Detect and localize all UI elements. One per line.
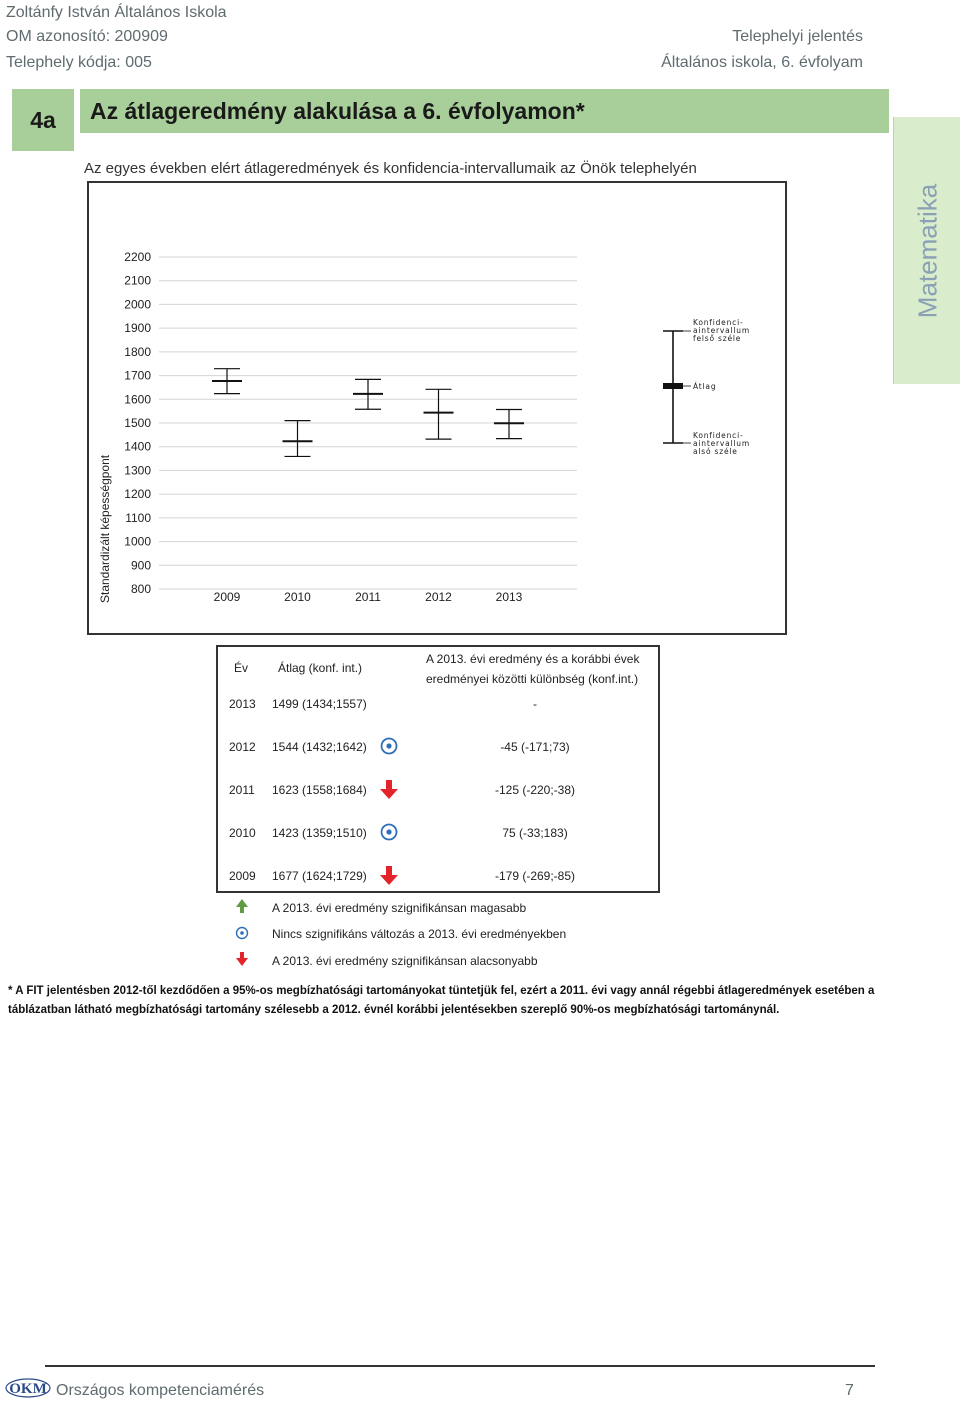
col-header-diff-2: eredményei közötti különbség (konf.int.) — [426, 672, 639, 686]
y-tick-label: 2100 — [124, 273, 151, 288]
down-arrow-icon — [234, 951, 250, 967]
x-tick-labels — [214, 590, 523, 604]
subject-tab — [893, 117, 960, 384]
y-tick-label: 1300 — [124, 463, 151, 478]
y-tick-label: 1000 — [124, 534, 151, 549]
key-lower-label-3: alsó széle — [693, 447, 738, 456]
y-tick-label: 1800 — [124, 344, 151, 359]
key-upper-label-2: aintervallum — [693, 326, 750, 335]
col-header-diff-1: A 2013. évi eredmény és a korábbi évek — [426, 652, 640, 666]
x-tick-label: 2009 — [213, 590, 241, 604]
om-id: OM azonosító: 200909 — [6, 28, 168, 45]
legend-down-text: A 2013. évi eredmény szignifikánsan alacsonyabb — [272, 954, 538, 968]
y-tick-label: 800 — [130, 582, 151, 596]
legend-same-text: Nincs szignifikáns változás a 2013. évi eredményekben — [272, 927, 567, 941]
x-tick-label: 2010 — [284, 590, 311, 604]
up-arrow-icon — [234, 898, 250, 914]
y-tick-label: 2000 — [124, 297, 151, 312]
x-tick-label: 2012 — [425, 590, 452, 604]
table-cell-diff: -179 (-269;-85) — [494, 869, 576, 883]
table-cell-mean: 1499 (1434;1557) — [272, 697, 367, 711]
error-bars — [212, 369, 524, 457]
table-cell-year: 2009 — [229, 869, 256, 883]
chart-subtitle: Az egyes években elért átlageredmények és konfidencia-intervallumaik az Önök telephelyén — [84, 160, 697, 177]
y-tick-label: 1700 — [124, 368, 151, 383]
y-tick-label: 1400 — [124, 439, 151, 454]
section-number: 4a — [12, 89, 74, 151]
x-tick-label: 2013 — [495, 590, 523, 604]
errorbar-chart — [87, 181, 787, 635]
okm-logo — [4, 1372, 52, 1404]
table-cell-diff: 75 (-33;183) — [502, 826, 568, 840]
table-cell-year: 2013 — [229, 697, 256, 711]
key-upper-label-3: felső széle — [693, 334, 742, 343]
table-cell-year: 2010 — [229, 826, 256, 840]
y-tick-label: 1600 — [124, 392, 151, 407]
table-cell-year: 2012 — [229, 740, 256, 754]
school-level: Általános iskola, 6. évfolyam — [661, 54, 863, 71]
circle-dot-icon — [379, 822, 399, 844]
report-type: Telephelyi jelentés — [732, 28, 863, 45]
table-cell-diff: -45 (-171;73) — [500, 740, 570, 754]
y-tick-label: 2200 — [124, 250, 151, 264]
svg-text:OKM: OKM — [9, 1381, 47, 1397]
circle-dot-icon — [234, 925, 250, 941]
table-cell-mean: 1623 (1558;1684) — [272, 783, 367, 797]
y-tick-label: 1100 — [125, 510, 151, 525]
circle-dot-icon — [379, 736, 399, 758]
footer-label: Országos kompetenciamérés — [56, 1382, 265, 1399]
site-code: Telephely kódja: 005 — [6, 54, 152, 71]
legend-up-text: A 2013. évi eredmény szignifikánsan magasabb — [272, 901, 527, 915]
col-header-year: Év — [234, 661, 249, 675]
table-cell-diff: -125 (-220;-38) — [494, 783, 576, 797]
down-arrow-icon — [379, 779, 399, 801]
y-axis-label: Standardizált képességpont — [98, 454, 112, 603]
col-header-mean: Átlag (konf. int.) — [278, 661, 363, 675]
key-lower-label-2: aintervallum — [693, 439, 750, 448]
subject-tab-label: Matematika — [912, 183, 942, 318]
y-tick-label: 1200 — [124, 487, 151, 502]
table-cell-mean: 1677 (1624;1729) — [272, 869, 367, 883]
page-number: 7 — [845, 1382, 854, 1399]
key-upper-label-1: Konfidenci- — [693, 318, 744, 327]
footnote: * A FIT jelentésben 2012-től kezdődően a 95%-os megbízhatósági tartományokat tüntetjük fel, ezért a 2011. évi vagy annál régebbi átlageredmények esetében a táblázatban látható megbízhatósági tartomány szélesebb a 2012. évnél korábbi jelentésekben szereplő 90%-os megbízhatósági tartománynál. — [8, 985, 875, 1016]
key-mean-label: Átlag — [693, 382, 717, 391]
y-tick-label: 1900 — [124, 321, 151, 336]
y-tick-label: 900 — [130, 558, 151, 573]
y-tick-labels — [124, 250, 151, 596]
section-title: Az átlageredmény alakulása a 6. évfolyamon* — [80, 89, 889, 133]
table-cell-mean: 1423 (1359;1510) — [272, 826, 367, 840]
table-cell-diff: - — [533, 697, 537, 711]
chart-key — [663, 318, 750, 456]
down-arrow-icon — [379, 865, 399, 887]
y-tick-label: 1500 — [124, 416, 151, 430]
table-cell-mean: 1544 (1432;1642) — [272, 740, 367, 754]
table-cell-year: 2011 — [229, 783, 255, 797]
footer-divider — [45, 1365, 875, 1367]
school-name: Zoltánfy István Általános Iskola — [6, 4, 227, 21]
x-tick-label: 2011 — [355, 590, 381, 604]
key-lower-label-1: Konfidenci- — [693, 431, 744, 440]
